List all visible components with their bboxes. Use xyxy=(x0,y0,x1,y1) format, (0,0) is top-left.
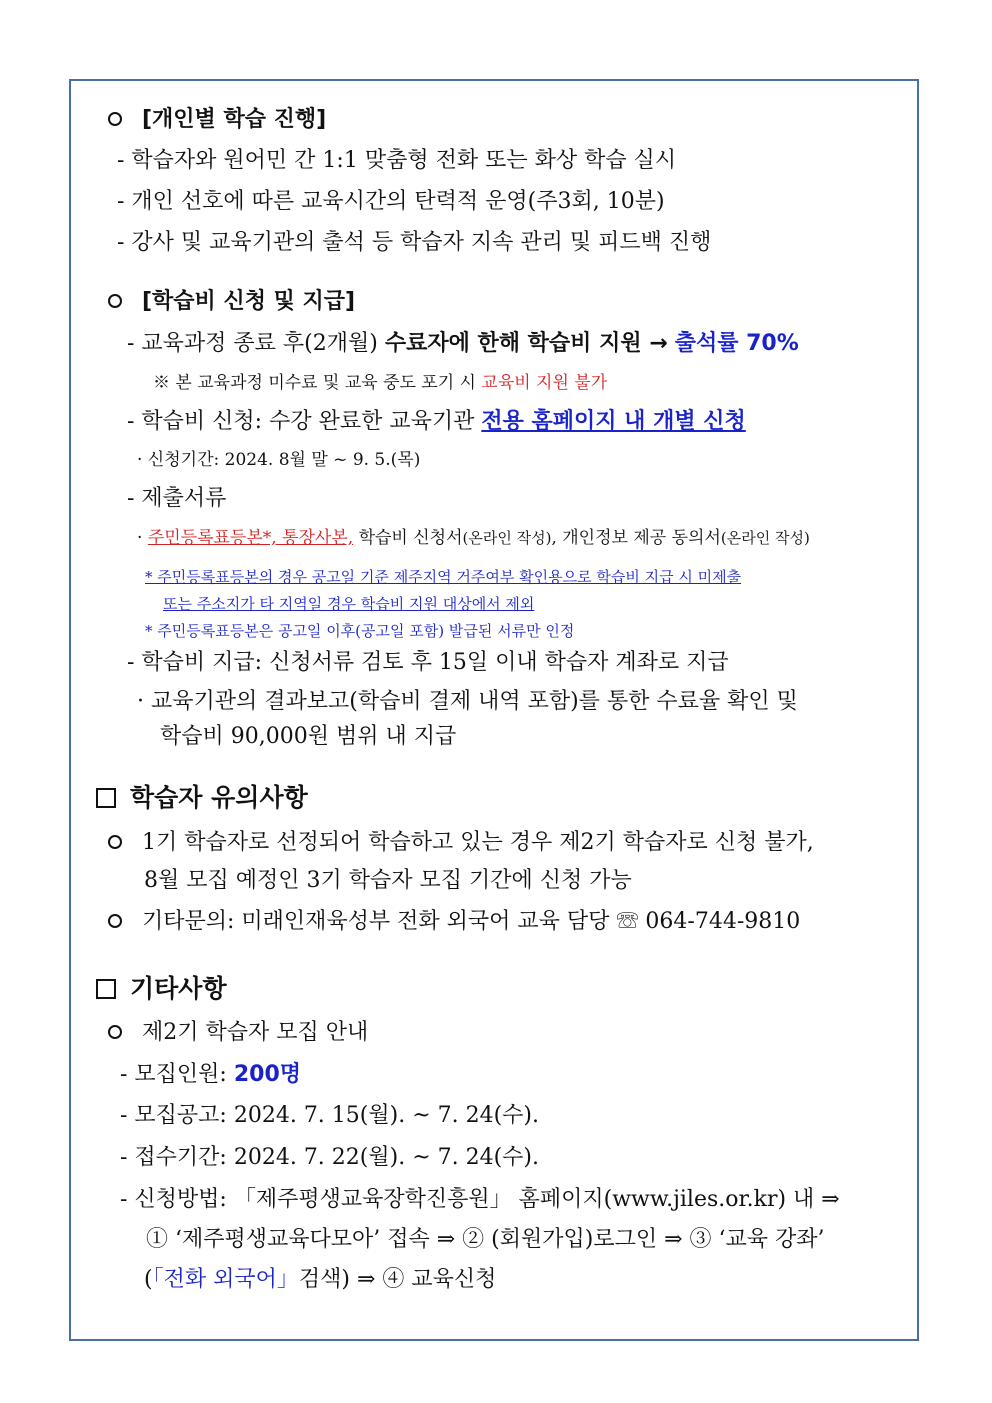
notice-line: ※ 본 교육과정 미수료 및 교육 중도 포기 시 교육비 지원 불가 xyxy=(153,373,608,393)
circle-bullet-icon xyxy=(108,1025,122,1039)
section-tuition-title: [학습비 신청 및 지급] xyxy=(108,287,355,317)
application-period: · 신청기간: 2024. 8월 말 ~ 9. 5.(목) xyxy=(137,450,421,470)
circle-bullet-icon xyxy=(108,112,122,126)
application-line: - 학습비 신청: 수강 완료한 교육기관 전용 홈페이지 내 개별 신청 xyxy=(127,409,746,434)
payment-detail-cont: 학습비 90,000원 범위 내 지급 xyxy=(160,724,457,749)
homepage-apply-link[interactable]: 전용 홈페이지 내 개별 신청 xyxy=(481,409,746,434)
application-method-steps-cont: (「전화 외국어」검색) ⇒ ④ 교육신청 xyxy=(144,1267,497,1292)
payment-detail: · 교육기관의 결과보고(학습비 결제 내역 포함)를 통한 수료율 확인 및 xyxy=(137,689,798,714)
square-bullet-icon xyxy=(96,979,116,999)
recruitment-count: - 모집인원: 200명 xyxy=(120,1062,302,1087)
list-item: - 개인 선호에 따른 교육시간의 탄력적 운영(주3회, 10분) xyxy=(117,189,665,214)
list-item: - 학습자와 원어민 간 1:1 맞춤형 전화 또는 화상 학습 실시 xyxy=(117,148,677,173)
documents-list: · 주민등록표등본*, 통장사본, 학습비 신청서(온라인 작성), 개인정보 제공 동의서(온라인 작성) xyxy=(137,528,810,548)
recruitment-notice-period: - 모집공고: 2024. 7. 15(월). ~ 7. 24(수). xyxy=(120,1103,540,1128)
learner-note-1-cont: 8월 모집 예정인 3기 학습자 모집 기간에 신청 가능 xyxy=(144,868,632,893)
documents-heading: - 제출서류 xyxy=(127,486,227,511)
section-learner-notes-title: 학습자 유의사항 xyxy=(96,781,308,815)
footnote-1-cont: 또는 주소지가 타 지역일 경우 학습비 지원 대상에서 제외 xyxy=(163,595,535,613)
payment-line: - 학습비 지급: 신청서류 검토 후 15일 이내 학습자 계좌로 지급 xyxy=(127,650,729,675)
recruitment-heading: 제2기 학습자 모집 안내 xyxy=(108,1018,368,1048)
list-item: - 강사 및 교육기관의 출석 등 학습자 지속 관리 및 피드백 진행 xyxy=(117,230,712,255)
application-method-steps: ① ‘제주평생교육다모아’ 접속 ⇒ ② (회원가입)로그인 ⇒ ③ ‘교육 강좌’ xyxy=(146,1227,825,1252)
section-individual-learning-title: [개인별 학습 진행] xyxy=(108,105,326,135)
circle-bullet-icon xyxy=(108,835,122,849)
application-method: - 신청방법: 「제주평생교육장학진흥원」 홈페이지(www.jiles.or.kr) 내 ⇒ xyxy=(120,1187,840,1212)
circle-bullet-icon xyxy=(108,294,122,308)
tuition-support-line: - 교육과정 종료 후(2개월) 수료자에 한해 학습비 지원 → 출석률 70% xyxy=(127,331,799,356)
attendance-rate: 출석률 70% xyxy=(674,331,799,356)
learner-note-1: 1기 학습자로 선정되어 학습하고 있는 경우 제2기 학습자로 신청 불가, xyxy=(108,828,814,858)
contact-line: 기타문의: 미래인재육성부 전화 외국어 교육 담당 ☏ 064-744-9810 xyxy=(108,907,800,937)
footnote-1: * 주민등록표등본의 경우 공고일 기준 제주지역 거주여부 확인용으로 학습비 지급 시 미제출 xyxy=(145,568,742,586)
reception-period: - 접수기간: 2024. 7. 22(월). ~ 7. 24(수). xyxy=(120,1145,540,1170)
square-bullet-icon xyxy=(96,788,116,808)
circle-bullet-icon xyxy=(108,914,122,928)
section-other-title: 기타사항 xyxy=(96,972,227,1006)
footnote-2: * 주민등록표등본은 공고일 이후(공고일 포함) 발급된 서류만 인정 xyxy=(145,622,575,640)
